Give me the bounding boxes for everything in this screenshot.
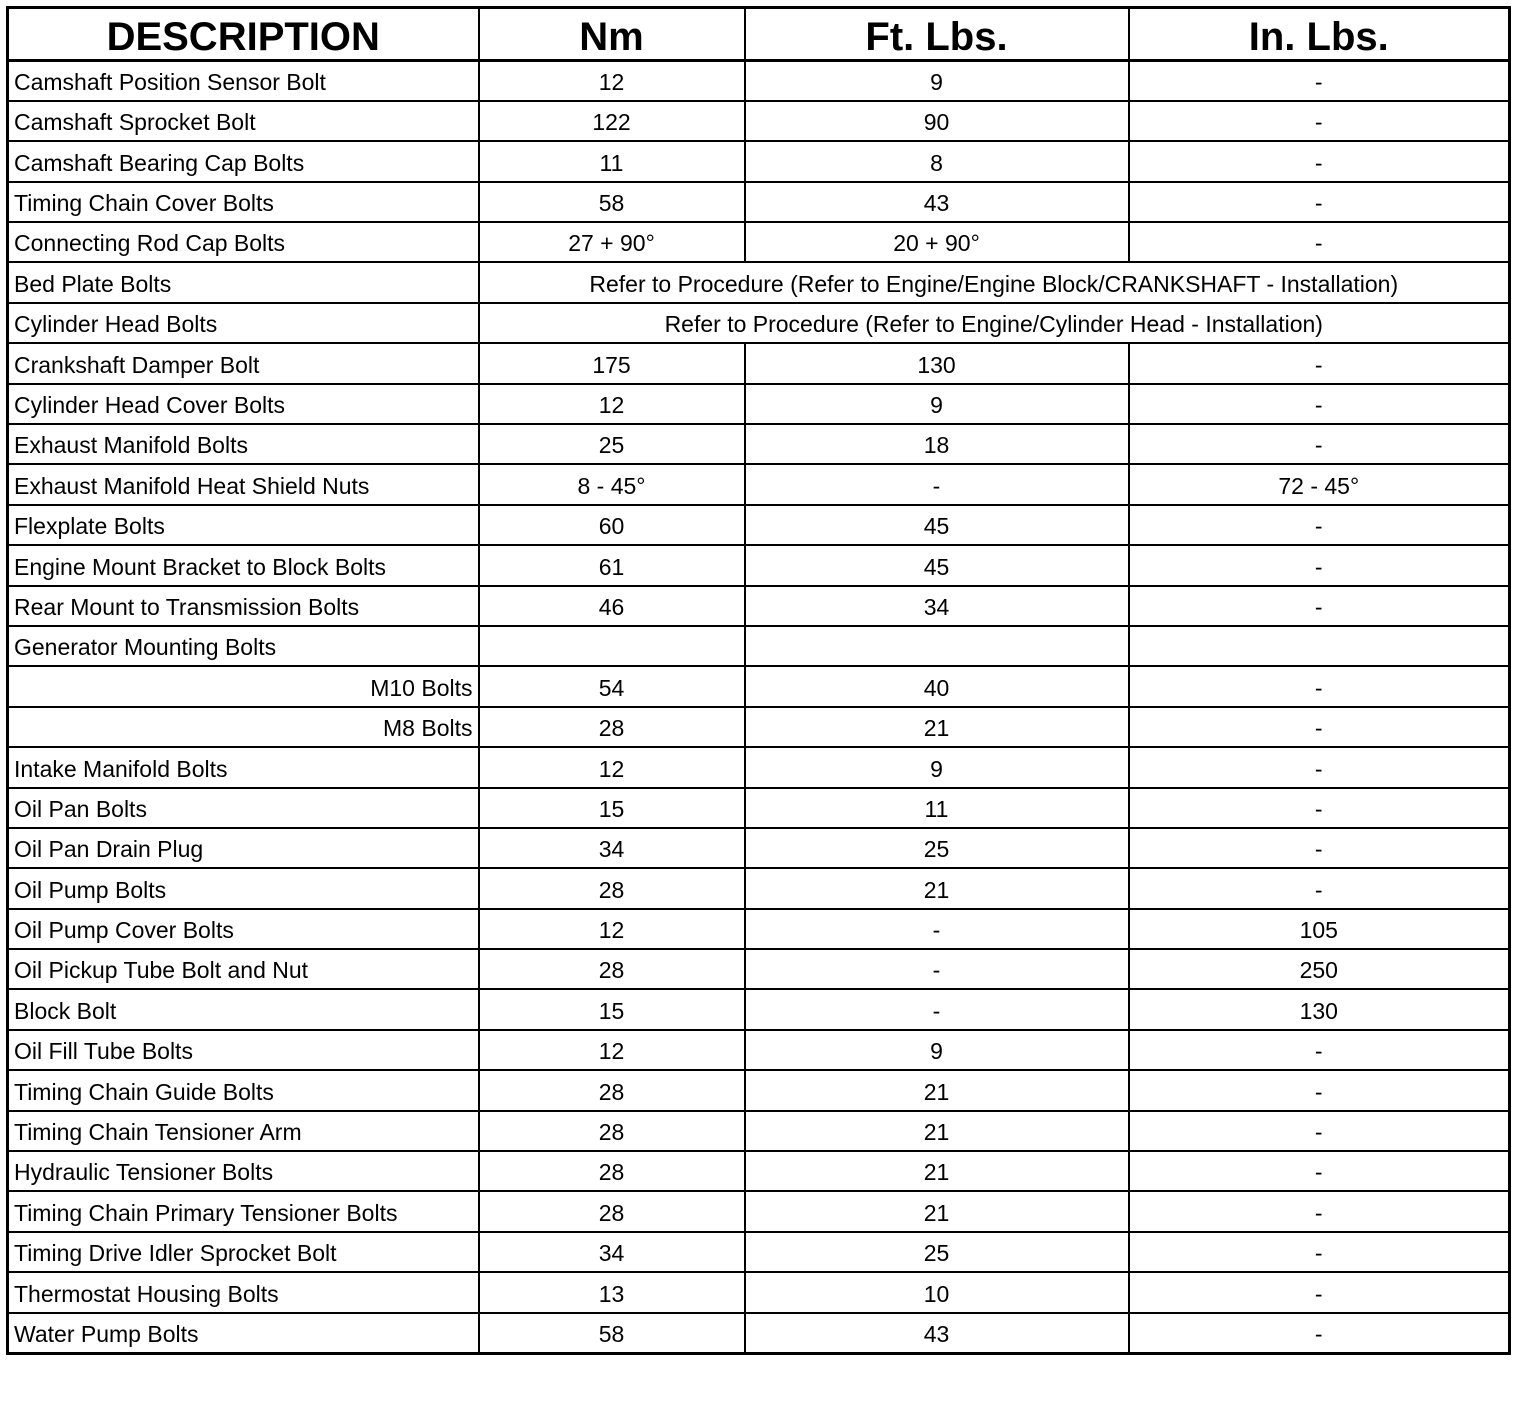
ft-lbs-cell: - [745, 464, 1129, 504]
ft-lbs-cell: 45 [745, 505, 1129, 545]
table-row [8, 1272, 1510, 1312]
ft-lbs-cell: 21 [745, 1151, 1129, 1191]
ft-lbs-cell: 40 [745, 666, 1129, 706]
description-cell: Flexplate Bolts [8, 505, 479, 545]
in-lbs-cell: - [1129, 828, 1510, 868]
table-row [8, 1030, 1510, 1070]
header-description: DESCRIPTION [8, 8, 479, 61]
in-lbs-cell: - [1129, 545, 1510, 585]
in-lbs-cell [1129, 626, 1510, 666]
ft-lbs-cell: 25 [745, 1232, 1129, 1272]
nm-cell: 60 [479, 505, 745, 545]
ft-lbs-cell: - [745, 989, 1129, 1029]
table-row [8, 1313, 1510, 1353]
in-lbs-cell: 250 [1129, 949, 1510, 989]
ft-lbs-cell [745, 626, 1129, 666]
ft-lbs-cell: - [745, 949, 1129, 989]
nm-cell: 28 [479, 707, 745, 747]
header-ft-lbs: Ft. Lbs. [745, 8, 1129, 61]
description-cell: Hydraulic Tensioner Bolts [8, 1151, 479, 1191]
nm-cell [479, 626, 745, 666]
table-row [8, 788, 1510, 828]
in-lbs-cell: - [1129, 868, 1510, 908]
description-cell: Timing Drive Idler Sprocket Bolt [8, 1232, 479, 1272]
description-cell: Exhaust Manifold Bolts [8, 424, 479, 464]
in-lbs-cell: - [1129, 1070, 1510, 1110]
in-lbs-cell: - [1129, 424, 1510, 464]
table-row [8, 182, 1510, 222]
nm-cell: 58 [479, 1313, 745, 1353]
in-lbs-cell: - [1129, 343, 1510, 383]
in-lbs-cell: 72 - 45° [1129, 464, 1510, 504]
table-body [8, 61, 1510, 1354]
ft-lbs-cell: 43 [745, 1313, 1129, 1353]
table-row [8, 343, 1510, 383]
table-row [8, 141, 1510, 181]
in-lbs-cell: - [1129, 505, 1510, 545]
nm-cell: 34 [479, 1232, 745, 1272]
table-row [8, 545, 1510, 585]
ft-lbs-cell: 18 [745, 424, 1129, 464]
description-cell: Camshaft Sprocket Bolt [8, 101, 479, 141]
ft-lbs-cell: 43 [745, 182, 1129, 222]
nm-cell: 12 [479, 909, 745, 949]
description-cell: Block Bolt [8, 989, 479, 1029]
in-lbs-cell: - [1129, 182, 1510, 222]
in-lbs-cell: 130 [1129, 989, 1510, 1029]
in-lbs-cell: - [1129, 747, 1510, 787]
nm-cell: 13 [479, 1272, 745, 1312]
header-in-lbs: In. Lbs. [1129, 8, 1510, 61]
description-cell: Camshaft Position Sensor Bolt [8, 61, 479, 101]
description-cell: Oil Pickup Tube Bolt and Nut [8, 949, 479, 989]
description-cell: Generator Mounting Bolts [8, 626, 479, 666]
description-cell: Rear Mount to Transmission Bolts [8, 586, 479, 626]
in-lbs-cell: - [1129, 141, 1510, 181]
ft-lbs-cell: 8 [745, 141, 1129, 181]
ft-lbs-cell: 9 [745, 1030, 1129, 1070]
nm-cell: 122 [479, 101, 745, 141]
ft-lbs-cell: 9 [745, 747, 1129, 787]
description-cell: Water Pump Bolts [8, 1313, 479, 1353]
table-row [8, 1111, 1510, 1151]
table-row [8, 1070, 1510, 1110]
ft-lbs-cell: 21 [745, 707, 1129, 747]
table-row [8, 868, 1510, 908]
description-cell: Exhaust Manifold Heat Shield Nuts [8, 464, 479, 504]
description-cell: Cylinder Head Cover Bolts [8, 384, 479, 424]
nm-cell: 25 [479, 424, 745, 464]
table-row [8, 1151, 1510, 1191]
description-cell: Thermostat Housing Bolts [8, 1272, 479, 1312]
table-row [8, 828, 1510, 868]
in-lbs-cell: - [1129, 1111, 1510, 1151]
procedure-note-cell: Refer to Procedure (Refer to Engine/Engine Block/CRANKSHAFT - Installation) [479, 262, 1510, 302]
ft-lbs-cell: 21 [745, 1191, 1129, 1231]
nm-cell: 12 [479, 384, 745, 424]
nm-cell: 28 [479, 1191, 745, 1231]
in-lbs-cell: - [1129, 707, 1510, 747]
description-cell: Intake Manifold Bolts [8, 747, 479, 787]
ft-lbs-cell: 90 [745, 101, 1129, 141]
in-lbs-cell: - [1129, 1272, 1510, 1312]
description-cell: Connecting Rod Cap Bolts [8, 222, 479, 262]
table-row [8, 101, 1510, 141]
table-row [8, 1191, 1510, 1231]
torque-spec-table [6, 6, 1511, 1355]
ft-lbs-cell: 21 [745, 1070, 1129, 1110]
table-row [8, 424, 1510, 464]
ft-lbs-cell: - [745, 909, 1129, 949]
table-row [8, 586, 1510, 626]
in-lbs-cell: - [1129, 1151, 1510, 1191]
nm-cell: 12 [479, 747, 745, 787]
nm-cell: 58 [479, 182, 745, 222]
description-cell: Camshaft Bearing Cap Bolts [8, 141, 479, 181]
ft-lbs-cell: 10 [745, 1272, 1129, 1312]
ft-lbs-cell: 9 [745, 61, 1129, 101]
nm-cell: 15 [479, 788, 745, 828]
description-cell: Timing Chain Tensioner Arm [8, 1111, 479, 1151]
table-row [8, 747, 1510, 787]
ft-lbs-cell: 34 [745, 586, 1129, 626]
in-lbs-cell: - [1129, 666, 1510, 706]
in-lbs-cell: - [1129, 788, 1510, 828]
nm-cell: 34 [479, 828, 745, 868]
nm-cell: 175 [479, 343, 745, 383]
in-lbs-cell: - [1129, 586, 1510, 626]
in-lbs-cell: 105 [1129, 909, 1510, 949]
table-row [8, 262, 1510, 302]
nm-cell: 15 [479, 989, 745, 1029]
description-cell: Oil Pan Drain Plug [8, 828, 479, 868]
nm-cell: 12 [479, 1030, 745, 1070]
ft-lbs-cell: 21 [745, 868, 1129, 908]
description-cell: Oil Fill Tube Bolts [8, 1030, 479, 1070]
in-lbs-cell: - [1129, 1232, 1510, 1272]
description-cell: Crankshaft Damper Bolt [8, 343, 479, 383]
ft-lbs-cell: 20 + 90° [745, 222, 1129, 262]
description-cell: Bed Plate Bolts [8, 262, 479, 302]
description-cell: M10 Bolts [8, 666, 479, 706]
nm-cell: 12 [479, 61, 745, 101]
ft-lbs-cell: 45 [745, 545, 1129, 585]
nm-cell: 61 [479, 545, 745, 585]
table-row [8, 707, 1510, 747]
ft-lbs-cell: 11 [745, 788, 1129, 828]
nm-cell: 28 [479, 1070, 745, 1110]
description-cell: Engine Mount Bracket to Block Bolts [8, 545, 479, 585]
description-cell: Oil Pump Bolts [8, 868, 479, 908]
table-row [8, 505, 1510, 545]
description-cell: Timing Chain Cover Bolts [8, 182, 479, 222]
table-row [8, 303, 1510, 343]
nm-cell: 46 [479, 586, 745, 626]
nm-cell: 8 - 45° [479, 464, 745, 504]
description-cell: M8 Bolts [8, 707, 479, 747]
nm-cell: 11 [479, 141, 745, 181]
ft-lbs-cell: 130 [745, 343, 1129, 383]
nm-cell: 27 + 90° [479, 222, 745, 262]
description-cell: Oil Pump Cover Bolts [8, 909, 479, 949]
header-nm: Nm [479, 8, 745, 61]
table-row [8, 626, 1510, 666]
table-row [8, 666, 1510, 706]
table-row [8, 989, 1510, 1029]
header-row [8, 8, 1510, 61]
in-lbs-cell: - [1129, 1030, 1510, 1070]
in-lbs-cell: - [1129, 101, 1510, 141]
in-lbs-cell: - [1129, 384, 1510, 424]
table-row [8, 949, 1510, 989]
table-row [8, 1232, 1510, 1272]
in-lbs-cell: - [1129, 1191, 1510, 1231]
table-row [8, 464, 1510, 504]
nm-cell: 28 [479, 1151, 745, 1191]
nm-cell: 28 [479, 949, 745, 989]
table-row [8, 384, 1510, 424]
description-cell: Cylinder Head Bolts [8, 303, 479, 343]
in-lbs-cell: - [1129, 61, 1510, 101]
table-row [8, 61, 1510, 101]
in-lbs-cell: - [1129, 1313, 1510, 1353]
ft-lbs-cell: 21 [745, 1111, 1129, 1151]
ft-lbs-cell: 9 [745, 384, 1129, 424]
nm-cell: 28 [479, 868, 745, 908]
nm-cell: 54 [479, 666, 745, 706]
description-cell: Timing Chain Primary Tensioner Bolts [8, 1191, 479, 1231]
ft-lbs-cell: 25 [745, 828, 1129, 868]
in-lbs-cell: - [1129, 222, 1510, 262]
table-row [8, 222, 1510, 262]
table-row [8, 909, 1510, 949]
description-cell: Oil Pan Bolts [8, 788, 479, 828]
nm-cell: 28 [479, 1111, 745, 1151]
description-cell: Timing Chain Guide Bolts [8, 1070, 479, 1110]
procedure-note-cell: Refer to Procedure (Refer to Engine/Cylinder Head - Installation) [479, 303, 1510, 343]
